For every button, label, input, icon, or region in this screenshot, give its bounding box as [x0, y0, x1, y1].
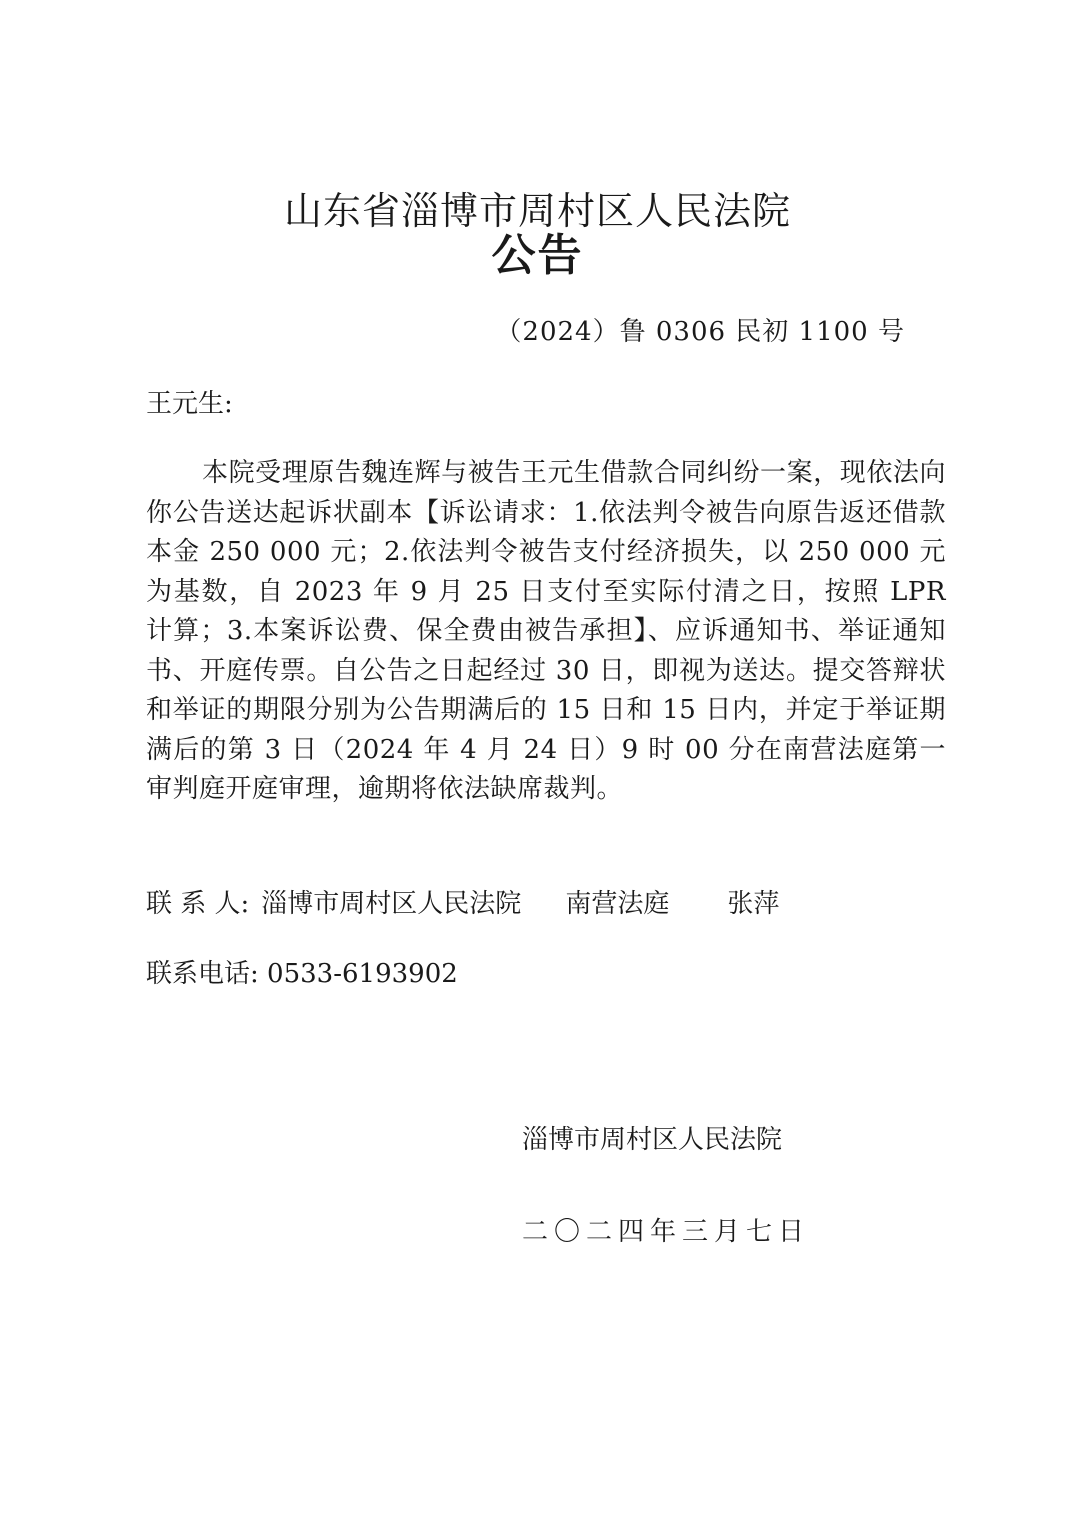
phone-label: 联系电话: [146, 959, 259, 989]
contact-court: 淄博市周村区人民法院 [261, 889, 522, 919]
document-title: 公告 [491, 230, 584, 281]
court-name-heading: 山东省淄博市周村区人民法院 [283, 189, 791, 233]
case-number: （2024）鲁 0306 民初 1100 号 [495, 317, 905, 347]
contact-tribunal: 南营法庭 [565, 889, 670, 919]
contact-person: 张萍 [727, 889, 780, 919]
contact-label: 联 系 人: [146, 889, 250, 919]
contact-row [146, 884, 779, 924]
announcement-body: 本院受理原告魏连辉与被告王元生借款合同纠纷一案，现依法向你公告送达起诉状副本【诉讼请求：1.依法判令被告向原告返还借款本金 250 000 元；2.依法判令被告支付经济损失，以 250 000 元为基数，自 2023 年 9 月 25 日支付至实际付清之日，按照 LPR 计算；3.本案诉讼费、保全费由被告承担】、应诉通知书、举证通知书、开庭传票。自公告之日起经过 30 日，即视为送达。提交答辩状和举证的期限分别为公告期满后的 15 日和 15 日内，并定于举证期满后的第 3 日（2024 年 4 月 24 日）9 时 00 分在南营法庭第一审判庭开庭审理，逾期将依法缺席裁判。 [146, 458, 946, 804]
addressee: 王元生: [146, 389, 233, 419]
signature-date: 二〇二四年三月七日 [522, 1217, 811, 1247]
signature-court: 淄博市周村区人民法院 [522, 1125, 783, 1155]
phone-number: 0533-6193902 [267, 959, 458, 989]
phone-row [146, 954, 458, 994]
